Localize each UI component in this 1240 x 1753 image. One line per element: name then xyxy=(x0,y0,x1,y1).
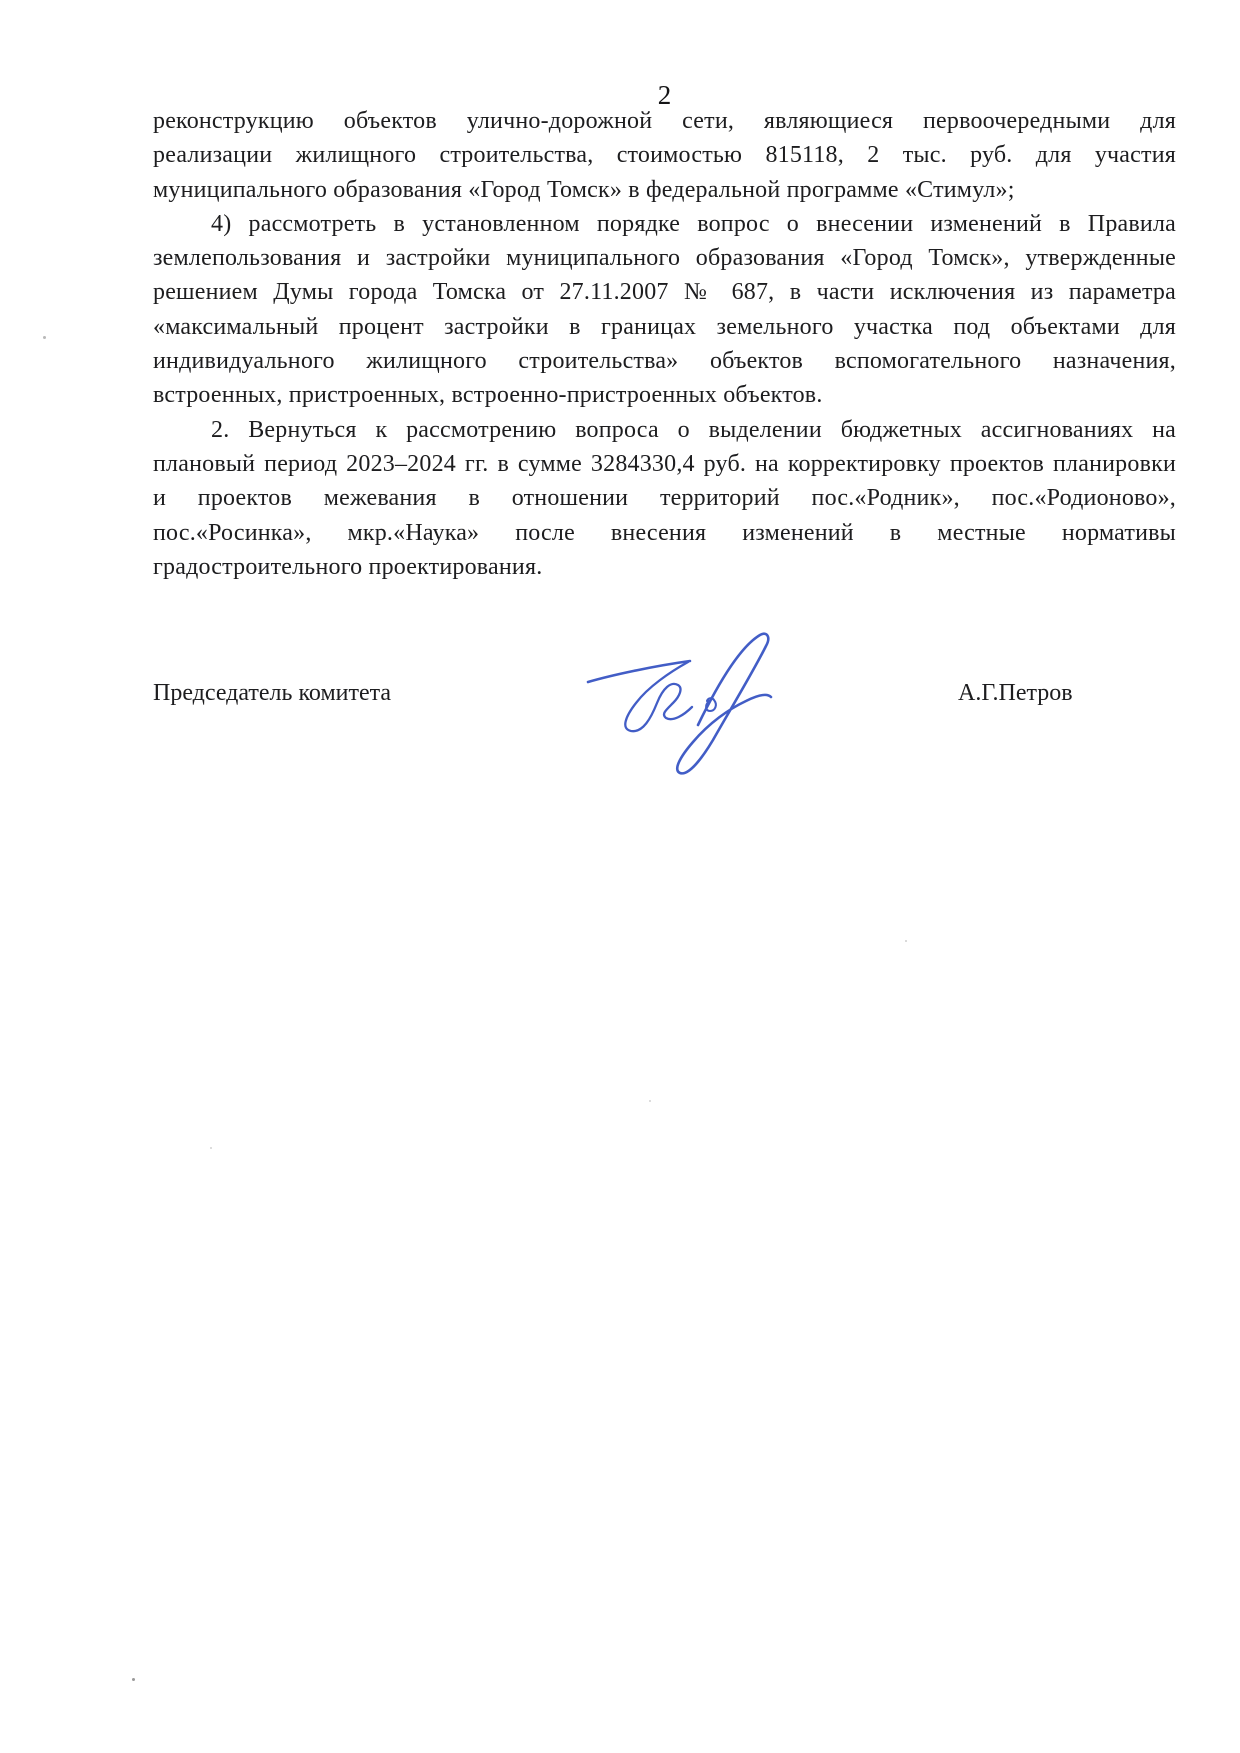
text-line: реконструкцию объектов улично-дорожной сети, являющиеся первоочередными для xyxy=(153,108,1176,134)
scan-speck xyxy=(132,1678,135,1681)
scan-speck xyxy=(210,1147,212,1149)
text-line: индивидуального жилищного строительства» объектов вспомогательного назначения, xyxy=(153,348,1176,375)
signer-position-title: Председатель комитета xyxy=(153,680,392,706)
text-line: градостроительного проектирования. xyxy=(153,553,543,580)
signer-name: А.Г.Петров xyxy=(958,680,1073,706)
page-number: 2 xyxy=(657,80,672,110)
text-line: землепользования и застройки муниципального образования «Город Томск», утвержденные xyxy=(153,245,1176,272)
scan-speck xyxy=(649,1100,651,1102)
text-line: муниципального образования «Город Томск» в федеральной программе «Стимул»; xyxy=(153,176,1015,203)
text-line: пос.«Росинка», мкр.«Наука» после внесения изменений в местные нормативы xyxy=(153,519,1176,546)
scan-speck xyxy=(43,336,46,339)
text-line: и проектов межевания в отношении территорий пос.«Родник», пос.«Родионово», xyxy=(153,485,1176,512)
text-line: реализации жилищного строительства, стоимостью 815118, 2 тыс. руб. для участия xyxy=(153,142,1176,169)
document-body xyxy=(153,104,1176,584)
text-line: встроенных, пристроенных, встроенно-пристроенных объектов. xyxy=(153,382,823,409)
text-line: «максимальный процент застройки в границах земельного участка под объектами для xyxy=(153,313,1176,340)
scan-speck xyxy=(905,940,907,942)
text-line: 4) рассмотреть в установленном порядке вопрос о внесении изменений в Правила xyxy=(211,210,1176,237)
text-line: плановый период 2023–2024 гг. в сумме 3284330,4 руб. на корректировку проектов планировки xyxy=(153,450,1176,477)
text-line: решением Думы города Томска от 27.11.2007 № 687, в части исключения из параметра xyxy=(153,279,1176,306)
handwritten-signature xyxy=(578,630,778,778)
signature-strokes xyxy=(588,634,771,774)
text-line: 2. Вернуться к рассмотрению вопроса о выделении бюджетных ассигнованиях на xyxy=(211,416,1176,443)
